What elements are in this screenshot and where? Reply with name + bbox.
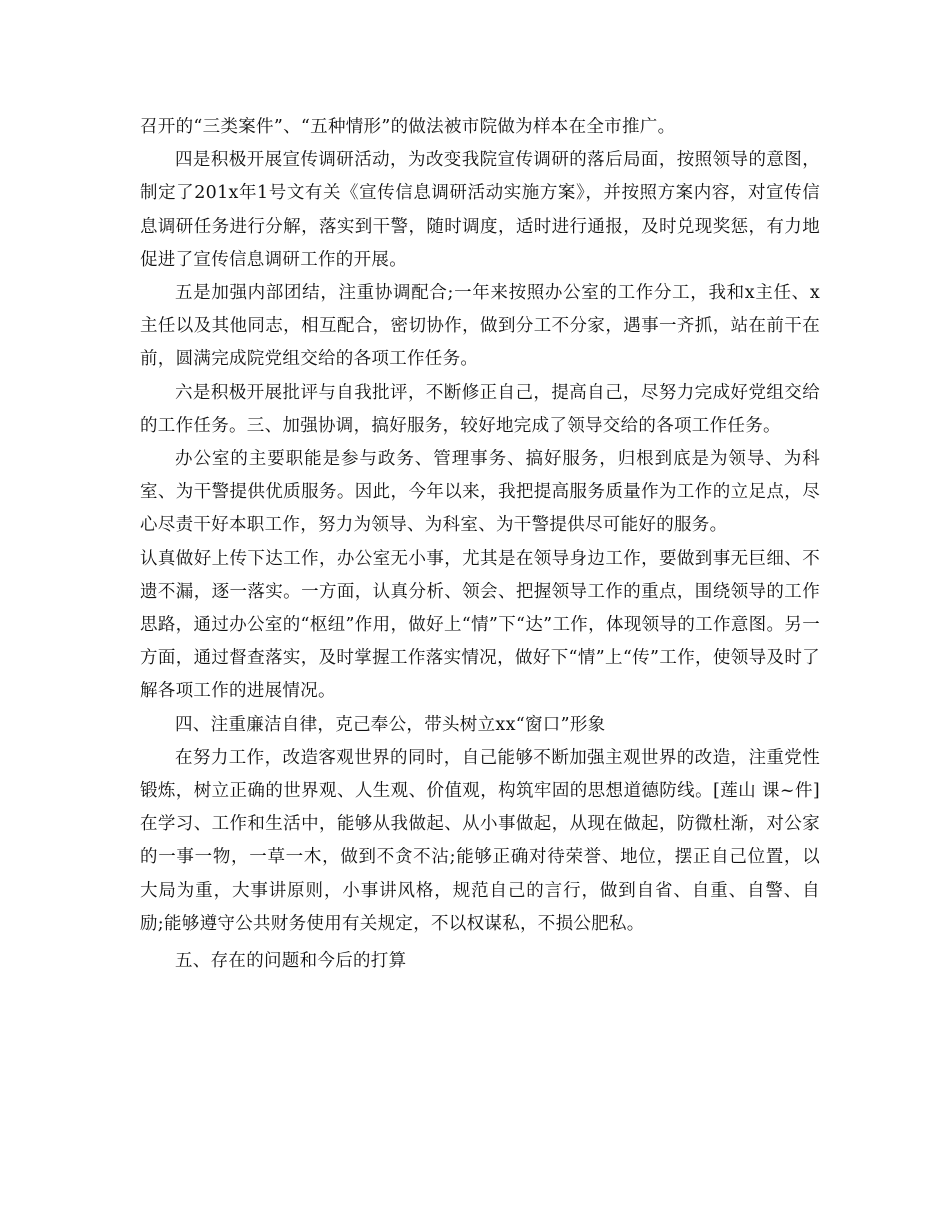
paragraph-office-duties: 办公室的主要职能是参与政务、管理事务、搞好服务，归根到底是为领导、为科室、为干警提供优质服务。因此，今年以来，我把提高服务质量作为工作的立足点，尽心尽责干好本职工作，努力为领导、为科室、为干警提供尽可能好的服务。	[140, 449, 820, 536]
paragraph-self-criticism: 六是积极开展批评与自我批评，不断修正自己，提高自己，尽努力完成好党组交给的工作任务。三、加强协调，搞好服务，较好地完成了领导交给的各项工作任务。	[140, 382, 820, 436]
document-body	[140, 111, 820, 978]
paragraph-communication: 认真做好上传下达工作，办公室无小事，尤其是在领导身边工作，要做到事无巨细、不遗不漏，逐一落实。一方面，认真分析、领会、把握领导工作的重点，围绕领导的工作思路，通过办公室的“枢纽”作用，做好上“情”下“达”工作，体现领导的工作意图。另一方面，通过督查落实，及时掌握工作落实情况，做好下“情”上“传”工作，使领导及时了解各项工作的进展情况。	[140, 548, 820, 702]
paragraph-continuation: 召开的“三类案件”、“五种情形”的做法被市院做为样本在全市推广。	[140, 117, 676, 137]
paragraph-internal-unity: 五是加强内部团结，注重协调配合;一年来按照办公室的工作分工，我和x主任、x主任以及其他同志，相互配合，密切协作，做到分工不分家，遇事一齐抓，站在前干在前，圆满完成院党组交给的各项工作任务。	[140, 283, 820, 370]
section-heading-problems: 五、存在的问题和今后的打算	[175, 951, 407, 972]
paragraph-self-discipline: 在努力工作，改造客观世界的同时，自己能够不断加强主观世界的改造，注重党性锻炼，树立正确的世界观、人生观、价值观，构筑牢固的思想道德防线。[莲山 课~件]在学习、工作和生活中，能够从我做起、从小事做起，从现在做起，防微杜渐，对公家的一事一物，一草一木，做到不贪不沾;能够正确对待荣誉、地位，摆正自己位置，以大局为重，大事讲原则，小事讲风格，规范自己的言行，做到自省、自重、自警、自励;能够遵守公共财务使用有关规定，不以权谋私，不损公肥私。	[140, 747, 820, 934]
section-heading-integrity: 四、注重廉洁自律，克己奉公，带头树立xx“窗口”形象	[175, 714, 606, 735]
paragraph-publicity-research: 四是积极开展宣传调研活动，为改变我院宣传调研的落后局面，按照领导的意图，制定了201x年1号文有关《宣传信息调研活动实施方案》，并按照方案内容，对宣传信息调研任务进行分解，落实到干警，随时调度，适时进行通报，及时兑现奖惩，有力地促进了宣传信息调研工作的开展。	[140, 150, 820, 270]
